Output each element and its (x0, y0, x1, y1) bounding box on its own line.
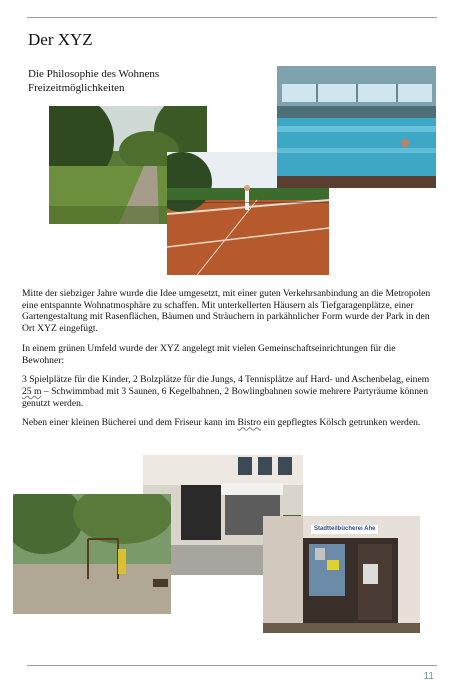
photo-library (263, 516, 420, 633)
subtitle (28, 67, 159, 95)
page-number: 11 (423, 671, 434, 682)
paragraph-3-part-b: – Schwimmbad mit 3 Saunen, 6 Kegelbahnen, 2 Bowlingbahnen sowie mehrere Partyräume können genutzt werden. (22, 385, 429, 409)
paragraph-4 (22, 417, 432, 429)
library-sign: Stadtteilbücherei Ahe (311, 525, 378, 534)
paragraph-3-part-a: 3 Spielplätze für die Kinder, 2 Bolzplätze für die Jungs, 4 Tennisplätze auf Hard- und Aschenbelag, einem (22, 374, 430, 386)
page-title: Der XYZ (28, 30, 93, 49)
paragraph-3-unit: 25 m (22, 385, 42, 397)
paragraph-4-part-a: Neben einer kleinen Bücherei und dem Friseur kann im (22, 417, 238, 429)
bottom-rule (27, 665, 437, 666)
top-rule (27, 17, 437, 18)
body-text (22, 288, 432, 437)
photo-swimming-pool (277, 66, 436, 188)
subtitle-line-2: Freizeitmöglichkeiten (28, 82, 125, 94)
paragraph-2: In einem grünen Umfeld wurde der XYZ angelegt mit vielen Gemeinschaftseinrichtungen für die Bewohner: (22, 342, 396, 366)
paragraph-1: Mitte der siebziger Jahre wurde die Idee umgesetzt, mit einer guten Verkehrsanbindung an die Metropolen eine entspannte Wohnatmosphäre zu schaffen. Mit unterkellerten Häusern als Tiefgaragenplätze, einer Gartengestaltung mit Rasenflächen, Bäumen und Sträuchern in parkähnlicher Form wurde der Park in den Ort XYZ eingefügt. (22, 288, 431, 335)
paragraph-4-word: Bistro (237, 417, 261, 429)
photo-playground (13, 494, 171, 614)
paragraph-4-part-b: ein gepflegtes Kölsch getrunken werden. (261, 417, 421, 429)
subtitle-line-1: Die Philosophie des Wohnens (28, 68, 160, 80)
paragraph-3 (22, 374, 432, 409)
